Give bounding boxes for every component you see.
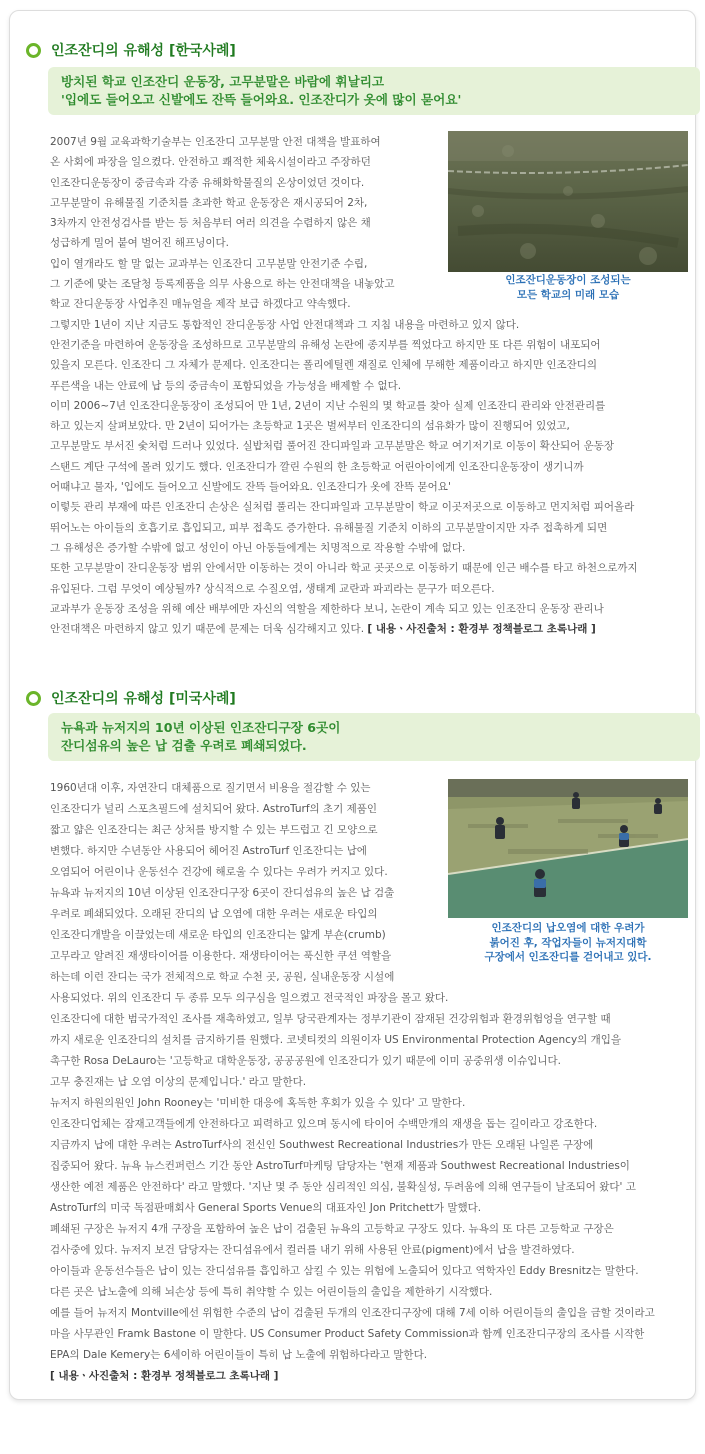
body-line: 오염되어 어린이나 운동선수 건강에 해로울 수 있다는 우려가 커지고 있다. xyxy=(50,866,388,878)
body-line: 폐쇄된 구장은 뉴저지 4개 구장을 포함하여 높은 납이 검출된 뉴욕의 고등학교 구장도 있다. 뉴욕의 또 다른 고등학교 구장은 xyxy=(50,1223,614,1235)
body-line: 푸른색을 내는 안료에 납 등의 중금속이 포함되었을 가능성을 배제할 수 없다. xyxy=(50,379,402,392)
body-line: 학교 잔디운동장 사업추진 매뉴얼을 제작 보급 하겠다고 약속했다. xyxy=(50,298,351,311)
body-line: EPA의 Dale Kemery는 6세이하 어린이들이 특히 납 노출에 위험하다라고 말한다. xyxy=(50,1349,428,1361)
body-line: 스탠드 계단 구석에 몰려 있기도 했다. 인조잔디가 깔린 수원의 한 초등학교 어린아이에게 인조잔디운동장이 생기니까 xyxy=(50,460,584,473)
usa-headline-line: 잔디섬유의 높은 납 검출 우려로 폐쇄되었다. xyxy=(61,738,307,753)
body-line: 마을 사무관인 Framk Bastone 이 말한다. US Consumer Product Safety Commission과 함께 인조잔디구장의 조사를 시작한 xyxy=(50,1328,645,1340)
green-circle-bullet-icon xyxy=(26,43,41,58)
usa-headline-line: 뉴욕과 뉴저지의 10년 이상된 인조잔디구장 6곳이 xyxy=(61,720,341,735)
body-line: 그 기준에 맞는 조달청 등록제품을 의무 사용으로 하는 안전대책을 내놓았고 xyxy=(50,278,395,291)
body-line: 2007년 9월 교육과학기술부는 인조잔디 고무분말 안전 대책을 발표하여 xyxy=(50,136,381,148)
caption-line: 구장에서 인조잔디를 걷어내고 있다. xyxy=(484,951,652,963)
body-line: 변했다. 하지만 수년동안 사용되어 헤어진 AstroTurf 인조잔디는 납에 xyxy=(50,845,367,857)
usa-body-text xyxy=(50,778,655,1387)
body-line: 우려로 폐쇄되었다. 오래된 잔디의 납 오염에 대한 우려는 새로운 타입의 xyxy=(50,908,378,920)
body-line: 하고 있는지 살펴보았다. 만 2년이 되어가는 초등학교 1곳은 벌써부터 인조잔디의 섬유화가 많이 진행되어 있었고, xyxy=(50,420,570,433)
body-line: 교과부가 운동장 조성을 위해 예산 배부에만 자신의 역할을 제한하다 보니, 논란이 계속 되고 있는 인조잔디 운동장 관리나 xyxy=(50,602,604,615)
body-line: 있을지 모른다. 인조잔디 그 자체가 문제다. 인조잔디는 폴리에틸렌 재질로 인체에 무해한 제품이라고 하지만 인조잔디의 xyxy=(50,359,598,372)
korea-headline-line: '입에도 들어오고 신발에도 잔뜩 들어와요. 인조잔디가 옷에 많이 묻어요' xyxy=(61,92,462,107)
caption-line: 인조잔디운동장이 조성되는 xyxy=(505,274,631,286)
body-line: 그 유해성은 증가할 수밖에 없고 성인이 아닌 아동들에게는 치명적으로 작용할 수밖에 없다. xyxy=(50,541,466,554)
body-line: 촉구한 Rosa DeLauro는 '고등학교 대학운동장, 공공공원에 인조잔디가 있기 때문에 이미 공중위생 이슈입니다. xyxy=(50,1055,561,1067)
body-line: 집중되어 왔다. 뉴욕 뉴스컨퍼런스 기간 동안 AstroTurf마케팅 담당자는 '현재 제품과 Southwest Recreational Industries이 xyxy=(50,1160,630,1172)
usa-headline-box xyxy=(48,713,700,761)
body-line: 이미 2006~7년 인조잔디운동장이 조성되어 만 1년, 2년이 지난 수원의 몇 학교를 찾아 실제 인조잔디 관리와 안전관리를 xyxy=(50,399,606,412)
body-line: 온 사회에 파장을 일으켰다. 안전하고 쾌적한 체육시설이라고 주장하던 xyxy=(50,156,371,169)
body-line: 인조잔디에 대한 범국가적인 조사를 재촉하였고, 일부 당국관계자는 정부기관이 잠재된 건강위험과 환경위험엉을 연구할 때 xyxy=(50,1013,611,1025)
korea-source-credit: [ 내용ㆍ사진출처 : 환경부 정책블로그 초록나래 ] xyxy=(367,623,596,636)
body-line: 고무분말이 유해물질 기준치를 초과한 학교 운동장은 재시공되어 2차, xyxy=(50,196,368,209)
green-circle-bullet-icon xyxy=(26,691,41,706)
body-line: AstroTurf의 미국 독점판매회사 General Sports Venue의 대표자인 Jon Pritchett가 말했다. xyxy=(50,1202,482,1214)
korea-section-title xyxy=(26,40,236,60)
body-line: 뛰어노는 아이들의 호흡기로 흡입되고, 피부 접촉도 증가한다. 유해물질 기준치 이하의 고무분말이지만 자주 접촉하게 되면 xyxy=(50,521,608,534)
body-line: 안전대책은 마련하지 않고 있기 때문에 문제는 더욱 심각해지고 있다. xyxy=(50,623,368,636)
body-line: 이렇듯 관리 부재에 따른 인조잔디 손상은 실처럼 풀리는 잔디파일과 고무분말이 학교 이곳저곳으로 이동하고 먼지처럼 피어올라 xyxy=(50,501,635,514)
body-line-with-source xyxy=(50,619,638,639)
body-line: 인조잔디개발을 이끌었는데 새로운 타입의 인조잔디는 얇게 부숀(crumb) xyxy=(50,929,386,941)
body-line: 하는데 이런 잔디는 국가 전체적으로 학교 수천 곳, 공원, 실내운동장 시설에 xyxy=(50,971,395,983)
body-line: 인조잔디업체는 잠재고객들에게 안전하다고 피력하고 있으며 동시에 타이어 수백만개의 재생을 돕는 길이라고 강조한다. xyxy=(50,1118,598,1130)
body-line: 또한 고무분말이 잔디운동장 범위 안에서만 이동하는 것이 아니라 학교 곳곳으로 이동하기 때문에 인근 배수를 타고 하천으로까지 xyxy=(50,562,638,575)
body-line: 사용되었다. 위의 인조잔디 두 종류 모두 의구심을 일으켰고 전국적인 파장을 몰고 왔다. xyxy=(50,992,449,1004)
body-line: 안전기준을 마련하여 운동장을 조성하므로 고무분말의 유해성 논란에 종지부를 찍었다고 하지만 또 다른 위험이 내포되어 xyxy=(50,338,601,351)
body-line: 유입된다. 그럼 무엇이 예상될까? 상식적으로 수질오염, 생태계 교란과 파괴라는 문구가 떠오른다. xyxy=(50,582,495,595)
body-line: 어때냐고 물자, '입에도 들어오고 신발에도 잔뜩 들어와요. 인조잔디가 옷에 잔뜩 묻어요' xyxy=(50,481,451,494)
korea-headline-line: 방치된 학교 인조잔디 운동장, 고무분말은 바람에 휘날리고 xyxy=(61,74,385,89)
korea-body-text xyxy=(50,132,638,639)
body-line: 생산한 예전 제품은 안전하다' 라고 말했다. '지난 몇 주 동안 심리적인 의심, 불확실성, 두려움에 의해 연구들이 날조되어 왔다' 고 xyxy=(50,1181,636,1193)
body-line: 예를 들어 뉴저지 Montville에선 위험한 수준의 납이 검출된 두개의 인조잔디구장에 대해 7세 이하 어린이들의 출입을 금할 것이라고 xyxy=(50,1307,655,1319)
body-line: 뉴욕과 뉴저지의 10년 이상된 인조잔디구장 6곳이 잔디섬유의 높은 납 검출 xyxy=(50,887,395,899)
body-line: 검사중에 있다. 뉴저지 보건 담당자는 잔디섬유에서 컬러를 내기 위해 사용된 안료(pigment)에서 납을 발견하였다. xyxy=(50,1244,575,1256)
body-line: 성급하게 밀어 붙여 벌어진 해프닝이다. xyxy=(50,237,229,250)
caption-line: 붉어진 후, 작업자들이 뉴저지대학 xyxy=(489,936,647,949)
body-line: 고무 충진재는 납 오염 이상의 문제입니다.' 라고 말한다. xyxy=(50,1076,307,1088)
body-line: 3차까지 안전성검사를 받는 등 처음부터 여러 의견을 수렴하지 않은 채 xyxy=(50,217,371,230)
caption-line: 인조잔디의 납오염에 대한 우려가 xyxy=(491,922,645,934)
body-line: 입이 열개라도 할 말 없는 교과부는 인조잔디 고무분말 안전기준 수립, xyxy=(50,257,368,270)
body-line: 고무분말도 부서진 숯처럼 드러나 있었다. 실밥처럼 풀어진 잔디파일과 고무분말은 학교 여기저기로 이동이 확산되어 운동장 xyxy=(50,440,615,453)
body-line: 인조잔디운동장이 중금속과 각종 유해화학물질의 온상이었던 것이다. xyxy=(50,176,365,189)
usa-source-credit: [ 내용ㆍ사진출처 : 환경부 정책블로그 초록나래 ] xyxy=(50,1370,279,1382)
usa-section-title-text: 인조잔디의 유해성 [미국사례] xyxy=(51,691,236,707)
body-line: 인조잔디가 널리 스포츠필드에 설치되어 왔다. AstroTurf의 초기 제품인 xyxy=(50,803,378,815)
usa-section-title xyxy=(26,688,236,708)
caption-line: 모든 학교의 미래 모습 xyxy=(516,288,620,301)
body-line: 짧고 얇은 인조잔디는 최근 상처를 방지할 수 있는 부드럽고 긴 모양으로 xyxy=(50,824,378,836)
body-line: 까지 새로운 인조잔디의 설치를 금지하기를 원했다. 코넷티컷의 의원이자 US Environmental Protection Agency의 개입을 xyxy=(50,1034,622,1046)
korea-headline-box xyxy=(48,67,700,115)
body-line: 뉴저지 하원의원인 John Rooney는 '미비한 대응에 혹독한 후회가 있을 수 있다' 고 말한다. xyxy=(50,1097,466,1109)
body-line: 1960년대 이후, 자연잔디 대체품으로 질기면서 비용을 절감할 수 있는 xyxy=(50,782,371,794)
body-line: 아이들과 운동선수들은 납이 있는 잔디섬유를 흡입하고 삼킬 수 있는 위험에 노출되어 있다고 역학자인 Eddy Bresnitz는 말한다. xyxy=(50,1265,639,1277)
korea-section-title-text: 인조잔디의 유해성 [한국사례] xyxy=(51,43,236,59)
body-line: 그렇지만 1년이 지난 지금도 통합적인 잔디운동장 사업 안전대책과 그 지침 내용을 마련하고 있지 않다. xyxy=(50,318,520,331)
body-line: 지금까지 납에 대한 우려는 AstroTurf사의 전신인 Southwest Recreational Industries가 만든 오래된 나일론 구장에 xyxy=(50,1139,594,1151)
body-line: 고무라고 알려진 재생타이어를 이용한다. 재생타이어는 푹신한 쿠션 역할을 xyxy=(50,950,392,962)
body-line: 다른 곳은 납노출에 의해 뇌손상 등에 특히 취약할 수 있는 어린이들의 출입을 제한하기 시작했다. xyxy=(50,1286,493,1298)
